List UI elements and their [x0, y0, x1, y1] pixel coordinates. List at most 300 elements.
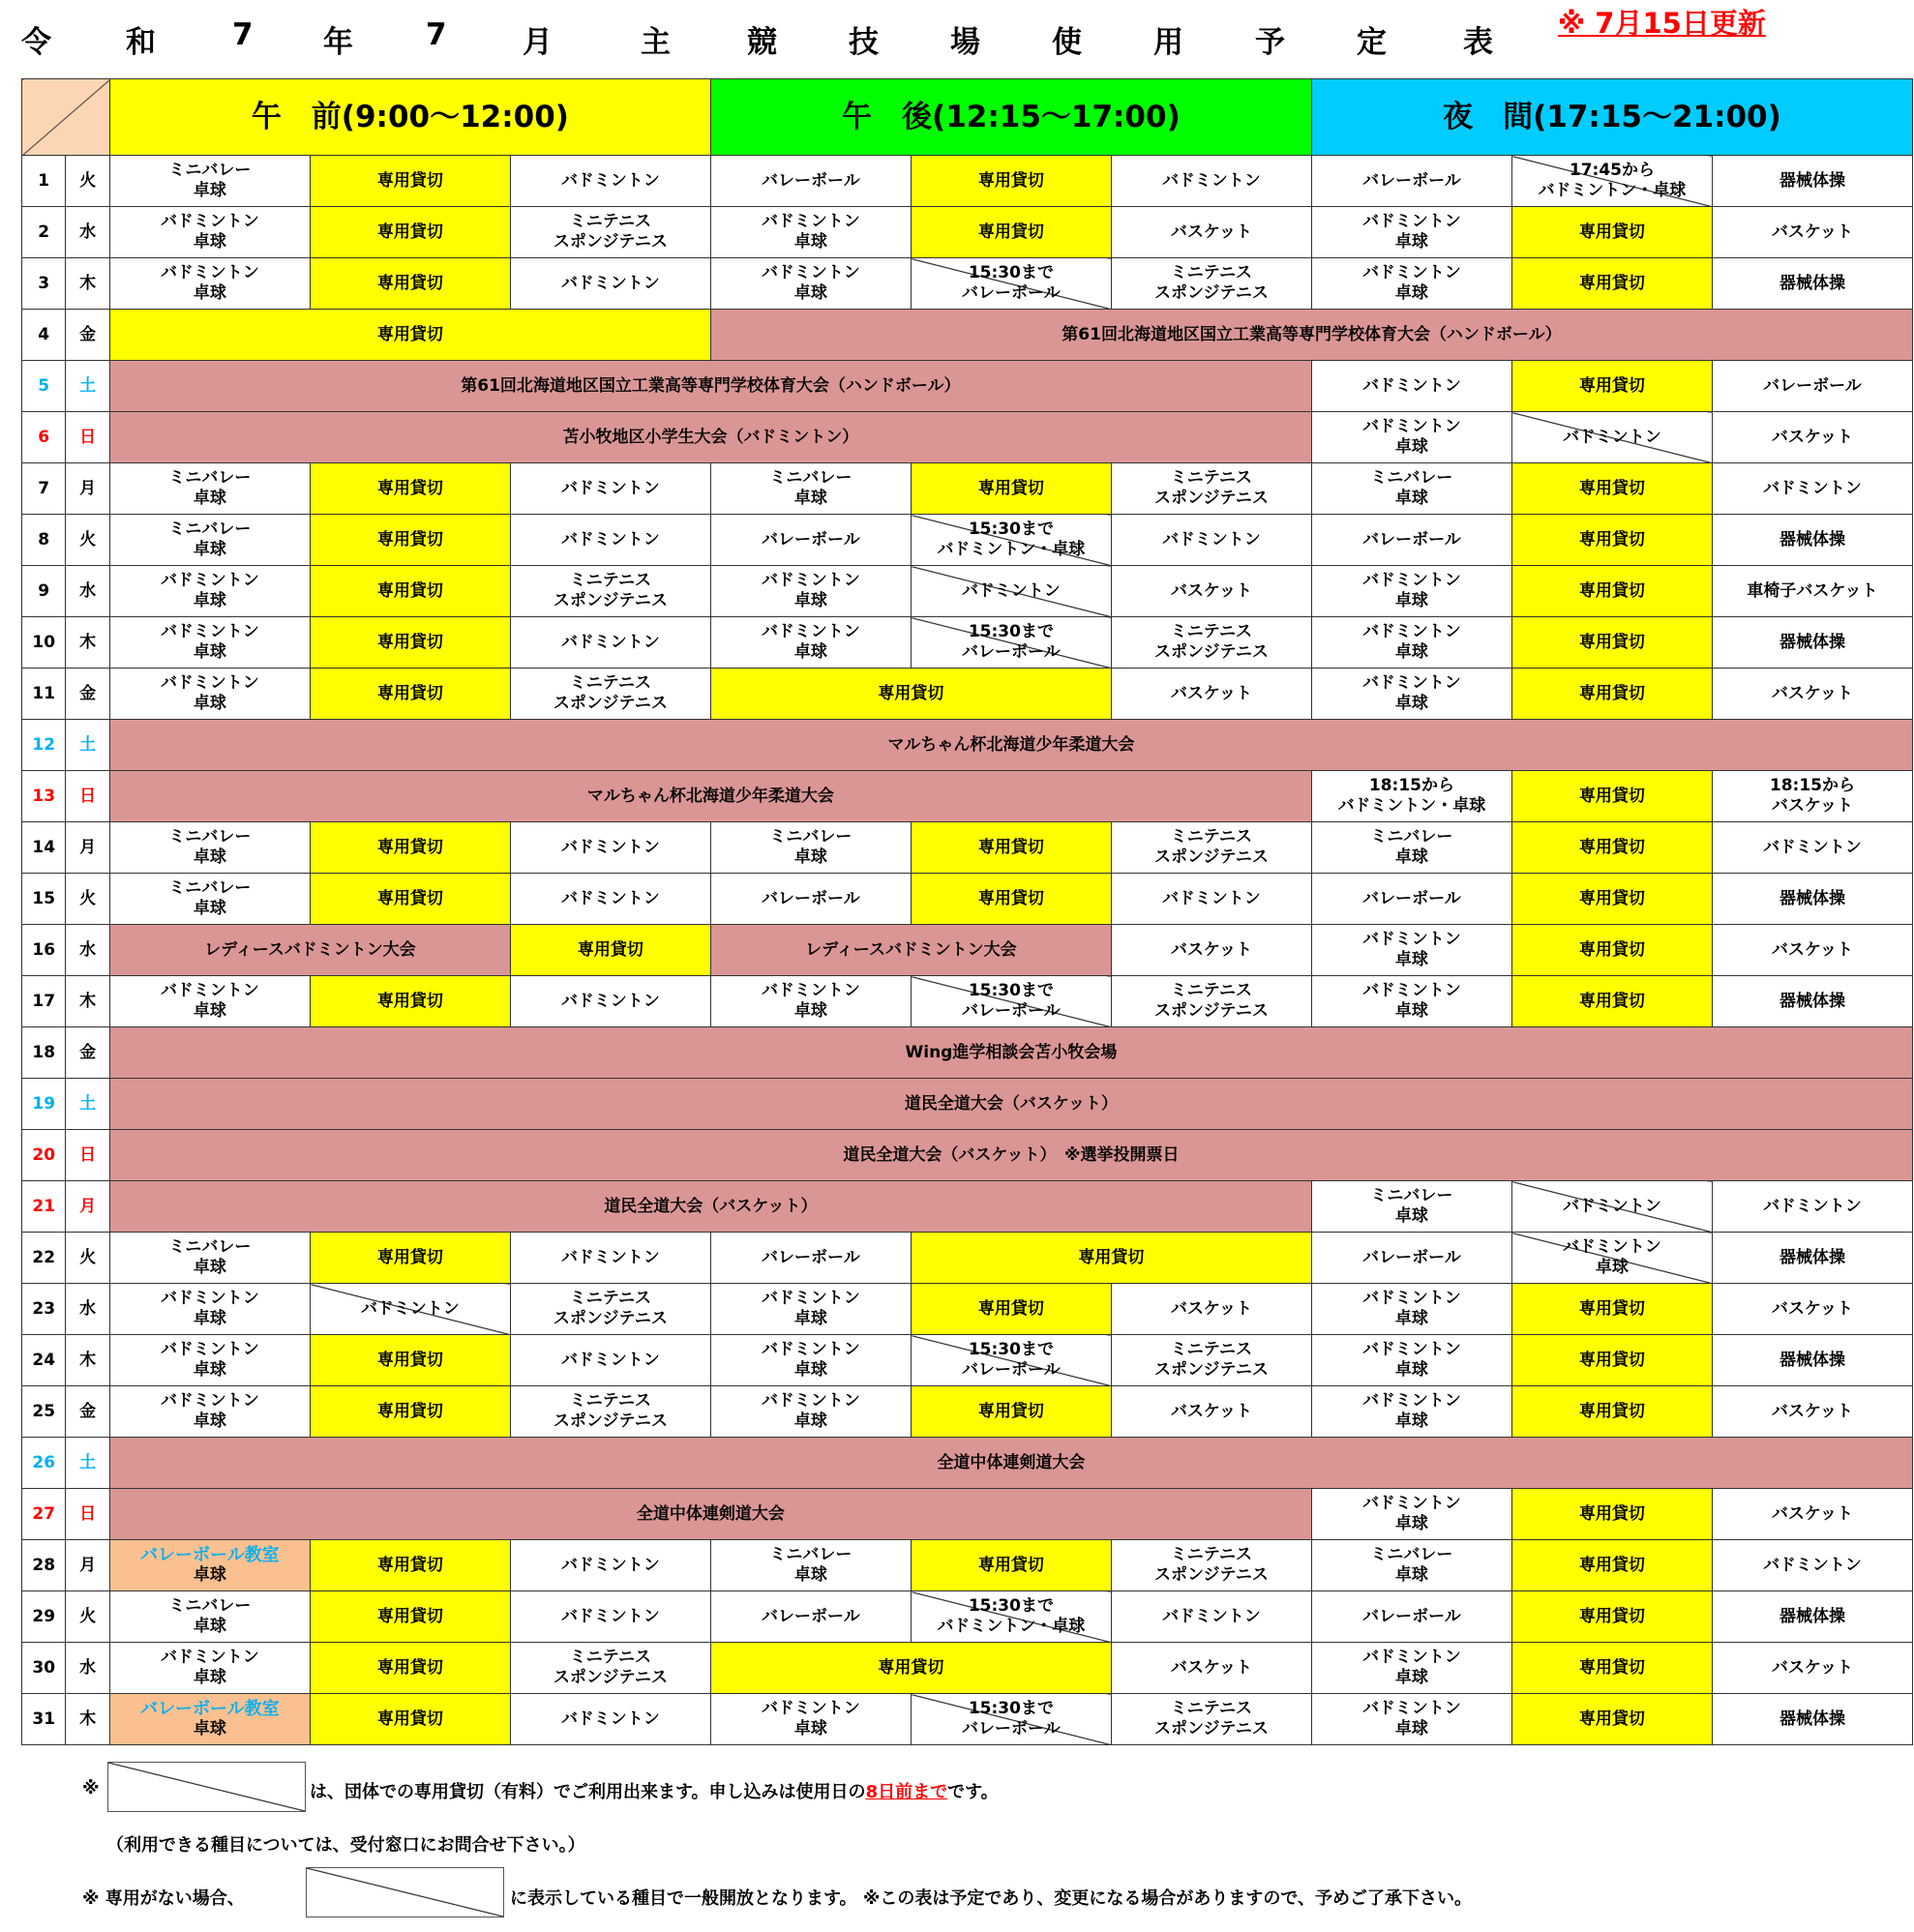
- cell-line: バドミントン: [161, 1289, 259, 1308]
- cell-line: バスケット: [1771, 796, 1854, 816]
- day-of-week: 火: [66, 1591, 109, 1643]
- cell-line: バレーボール: [962, 1360, 1061, 1380]
- cell-line: バレーボール: [962, 1001, 1061, 1021]
- cell-line: バドミントン: [161, 263, 259, 282]
- schedule-cell: [1111, 156, 1311, 207]
- header-corner: [22, 79, 110, 156]
- schedule-cell: [1311, 1335, 1511, 1386]
- schedule-row: [22, 669, 1913, 720]
- cell-line: バドミントン: [762, 212, 860, 231]
- cell-line: 卓球: [193, 847, 226, 867]
- reserved-cell: [911, 874, 1111, 925]
- day-of-week: 火: [66, 515, 109, 566]
- reserved-cell: [1511, 771, 1712, 822]
- class-cell: [109, 1694, 310, 1745]
- schedule-cell: [1311, 1181, 1511, 1233]
- day-of-week: 水: [66, 566, 109, 617]
- schedule-cell: [710, 976, 911, 1027]
- day-number: 18: [22, 1027, 66, 1079]
- schedule-cell: [1712, 617, 1912, 669]
- day-of-week: 木: [66, 976, 109, 1027]
- cell-line: 卓球: [1595, 1258, 1629, 1277]
- cell-line: 卓球: [1394, 437, 1428, 457]
- schedule-cell: [1311, 822, 1511, 874]
- day-of-week: 月: [66, 1181, 109, 1233]
- schedule-cell: [109, 617, 310, 669]
- cell-line: 専用貸切: [1578, 273, 1645, 293]
- day-number: 15: [22, 874, 66, 925]
- cell-line: 15:30まで: [968, 622, 1054, 641]
- cell-line: バドミントン: [1362, 1648, 1461, 1667]
- cell-line: バレーボール: [1362, 529, 1461, 550]
- cell-line: 専用貸切: [1578, 1555, 1645, 1575]
- cell-line: バドミントン: [1362, 1494, 1461, 1513]
- day-number: 31: [22, 1694, 66, 1745]
- day-of-week: 火: [66, 156, 109, 207]
- schedule-cell: [510, 463, 710, 515]
- schedule-cell: [1311, 515, 1511, 566]
- cell-line: 卓球: [193, 694, 226, 713]
- note-line1-text: は、団体での専用貸切（有料）でご利用出来ます。申し込みは使用日の: [310, 1782, 866, 1802]
- cell-line: 専用貸切: [977, 888, 1044, 908]
- schedule-cell: [1111, 1643, 1311, 1694]
- reserved-cell: [310, 463, 510, 515]
- schedule-cell: [1111, 566, 1311, 617]
- cell-line: バドミントン: [762, 1340, 860, 1359]
- cell-line: バドミントン: [161, 1391, 259, 1411]
- reserved-cell: [1511, 1591, 1712, 1643]
- cell-line: 卓球: [793, 1719, 827, 1739]
- cell-line: 15:30まで: [968, 1699, 1054, 1718]
- reserved-cell: [1511, 1489, 1712, 1540]
- schedule-cell: [710, 874, 911, 925]
- cell-line: 専用貸切: [376, 1247, 443, 1267]
- schedule-cell: [710, 1284, 911, 1335]
- day-number: 22: [22, 1233, 66, 1284]
- schedule-cell: [510, 617, 710, 669]
- cell-line: バレーボール教室: [140, 1699, 280, 1719]
- cell-line: バレーボール: [1362, 1606, 1461, 1626]
- cell-line: ミニテニス: [569, 673, 652, 693]
- cell-line: 車椅子バスケット: [1747, 580, 1878, 601]
- cell-line: バドミントン: [1763, 837, 1862, 857]
- cell-line: 卓球: [1394, 1206, 1428, 1226]
- day-number: 19: [22, 1079, 66, 1130]
- schedule-cell: [1712, 1335, 1912, 1386]
- cell-line: スポンジテニス: [1153, 1565, 1269, 1585]
- cell-line: 専用貸切: [376, 991, 443, 1011]
- schedule-cell: [1311, 669, 1511, 720]
- cell-line: 卓球: [1394, 950, 1428, 969]
- reserved-cell: [109, 310, 710, 361]
- title-char: 定: [1357, 25, 1387, 60]
- cell-line: バドミントン: [561, 1709, 660, 1729]
- cell-line: ミニバレー: [769, 468, 852, 488]
- note-line1-prefix: ※: [82, 1778, 100, 1798]
- cell-line: バドミントン・卓球: [937, 1617, 1086, 1636]
- cell-line: スポンジテニス: [1153, 642, 1269, 662]
- slashed-cell: [310, 1284, 510, 1335]
- cell-line: 専用貸切: [977, 222, 1044, 242]
- cell-line: バドミントン: [561, 273, 660, 293]
- reserved-cell: [1511, 463, 1712, 515]
- cell-line: ミニバレー: [168, 161, 252, 180]
- cell-line: 専用貸切: [376, 888, 443, 908]
- cell-line: 専用貸切: [376, 1401, 443, 1421]
- schedule-cell: [510, 1643, 710, 1694]
- reserved-cell: [310, 258, 510, 310]
- cell-line: 器械体操: [1779, 1247, 1845, 1267]
- schedule-cell: [510, 515, 710, 566]
- schedule-cell: [1712, 566, 1912, 617]
- cell-line: バレーボール: [1763, 375, 1862, 396]
- cell-line: スポンジテニス: [1153, 489, 1269, 508]
- day-number: 6: [22, 412, 66, 463]
- cell-line: スポンジテニス: [1153, 847, 1269, 867]
- reserved-cell: [1511, 1643, 1712, 1694]
- schedule-cell: [1712, 925, 1912, 976]
- cell-line: スポンジテニス: [553, 1309, 668, 1328]
- reserved-cell: [710, 669, 1111, 720]
- reserved-cell: [1511, 874, 1712, 925]
- reserved-cell: [1511, 566, 1712, 617]
- reserved-cell: [310, 1540, 510, 1591]
- schedule-cell: [710, 1540, 911, 1591]
- cell-line: 専用貸切: [1578, 837, 1645, 857]
- cell-line: 専用貸切: [376, 273, 443, 293]
- schedule-cell: [1111, 874, 1311, 925]
- reserved-cell: [1511, 1386, 1712, 1438]
- schedule-cell: [1712, 1284, 1912, 1335]
- cell-line: 卓球: [1394, 1565, 1428, 1585]
- schedule-row: [22, 1027, 1913, 1079]
- day-number: 17: [22, 976, 66, 1027]
- event-cell: [109, 1079, 1912, 1130]
- cell-line: 専用貸切: [577, 939, 643, 960]
- cell-line: 卓球: [193, 283, 226, 303]
- cell-line: バレーボール教室: [140, 1545, 280, 1565]
- schedule-cell: [1712, 1386, 1912, 1438]
- day-number: 16: [22, 925, 66, 976]
- cell-line: 卓球: [793, 232, 827, 252]
- cell-line: 全道中体連剣道大会: [636, 1503, 785, 1524]
- cell-line: バレーボール: [762, 529, 860, 550]
- schedule-cell: [1311, 463, 1511, 515]
- day-number: 28: [22, 1540, 66, 1591]
- cell-line: ミニバレー: [1370, 1545, 1453, 1564]
- reserved-cell: [310, 566, 510, 617]
- header-row: [22, 79, 1913, 156]
- reserved-cell: [911, 207, 1111, 258]
- cell-line: ミニテニス: [569, 212, 652, 231]
- schedule-cell: [109, 1233, 310, 1284]
- title-char: 使: [1052, 25, 1082, 60]
- note-line3: に表示している種目で一般開放となります。 ※この表は予定であり、変更になる場合がありますので、予めご了承下さい。: [510, 1888, 1472, 1909]
- note-line1-suffix: です。: [947, 1782, 999, 1802]
- event-cell: [109, 1181, 1311, 1233]
- schedule-row: [22, 156, 1913, 207]
- cell-line: バドミントン: [1362, 930, 1461, 949]
- schedule-cell: [1111, 258, 1311, 310]
- cell-line: バドミントン: [762, 1699, 860, 1718]
- cell-line: バドミントン: [1563, 427, 1661, 447]
- cell-line: 専用貸切: [376, 478, 443, 498]
- cell-line: 専用貸切: [376, 837, 443, 857]
- cell-line: バドミントン: [561, 632, 660, 652]
- cell-line: バドミントン: [1763, 478, 1862, 498]
- schedule-cell: [1712, 976, 1912, 1027]
- cell-line: 15:30まで: [968, 1596, 1054, 1616]
- cell-line: バスケット: [1771, 427, 1854, 447]
- day-of-week: 日: [66, 771, 109, 822]
- cell-line: 専用貸切: [878, 683, 944, 703]
- schedule-cell: [1311, 1643, 1511, 1694]
- cell-line: 卓球: [193, 1412, 226, 1431]
- cell-line: 15:30まで: [968, 1340, 1054, 1359]
- event-cell: [109, 1130, 1912, 1181]
- schedule-row: [22, 1386, 1913, 1438]
- cell-line: ミニバレー: [769, 1545, 852, 1564]
- reserved-cell: [1511, 617, 1712, 669]
- cell-line: 卓球: [193, 1309, 226, 1328]
- schedule-cell: [710, 822, 911, 874]
- event-cell: [109, 771, 1311, 822]
- title-char: 競: [747, 25, 777, 60]
- cell-line: バドミントン: [161, 1340, 259, 1359]
- cell-line: 卓球: [193, 899, 226, 918]
- cell-line: 専用貸切: [376, 1350, 443, 1370]
- schedule-cell: [1111, 463, 1311, 515]
- cell-line: バドミントン: [1763, 1555, 1862, 1575]
- cell-line: 卓球: [1394, 694, 1428, 713]
- cell-line: 専用貸切: [1578, 375, 1645, 396]
- cell-line: バドミントン: [762, 571, 860, 590]
- day-number: 21: [22, 1181, 66, 1233]
- cell-line: 専用貸切: [1578, 529, 1645, 550]
- slashed-cell: [911, 515, 1111, 566]
- cell-line: バドミントン: [161, 981, 259, 1000]
- day-of-week: 金: [66, 1386, 109, 1438]
- cell-line: バスケット: [1771, 1503, 1854, 1524]
- day-number: 7: [22, 463, 66, 515]
- cell-line: バドミントン: [762, 263, 860, 282]
- schedule-cell: [109, 874, 310, 925]
- reserved-cell: [310, 874, 510, 925]
- reserved-cell: [310, 1694, 510, 1745]
- cell-line: 専用貸切: [1578, 939, 1645, 960]
- cell-line: 専用貸切: [376, 222, 443, 242]
- cell-line: 卓球: [1394, 1360, 1428, 1380]
- note-line1: [310, 1778, 999, 1803]
- cell-line: 専用貸切: [1578, 632, 1645, 652]
- reserved-cell: [1511, 1694, 1712, 1745]
- cell-line: バスケット: [1170, 1298, 1252, 1319]
- schedule-cell: [1712, 207, 1912, 258]
- schedule-cell: [1712, 874, 1912, 925]
- title-char: 技: [849, 25, 879, 60]
- cell-line: 18:15から: [1368, 776, 1454, 795]
- cell-line: 専用貸切: [977, 837, 1044, 857]
- day-number: 1: [22, 156, 66, 207]
- reserved-cell: [710, 1643, 1111, 1694]
- cell-line: バドミントン: [762, 1289, 860, 1308]
- cell-line: ミニテニス: [569, 571, 652, 590]
- cell-line: バドミントン: [1162, 1606, 1261, 1626]
- schedule-cell: [710, 258, 911, 310]
- cell-line: バスケット: [1771, 683, 1854, 703]
- cell-line: 専用貸切: [376, 580, 443, 601]
- schedule-cell: [1712, 156, 1912, 207]
- cell-line: 専用貸切: [1578, 1709, 1645, 1729]
- day-of-week: 土: [66, 720, 109, 771]
- schedule-cell: [1311, 207, 1511, 258]
- cell-line: ミニテニス: [1170, 263, 1253, 282]
- day-number: 24: [22, 1335, 66, 1386]
- cell-line: 専用貸切: [977, 170, 1044, 191]
- schedule-row: [22, 1489, 1913, 1540]
- schedule-row: [22, 1284, 1913, 1335]
- schedule-cell: [1311, 258, 1511, 310]
- cell-line: バドミントン: [1362, 622, 1461, 641]
- cell-line: バスケット: [1771, 1401, 1854, 1421]
- day-number: 30: [22, 1643, 66, 1694]
- cell-line: スポンジテニス: [553, 1668, 668, 1687]
- cell-line: バレーボール: [962, 1719, 1061, 1739]
- cell-line: ミニテニス: [569, 1391, 652, 1411]
- day-number: 27: [22, 1489, 66, 1540]
- reserved-cell: [310, 1643, 510, 1694]
- day-of-week: 月: [66, 822, 109, 874]
- schedule-cell: [1311, 361, 1511, 412]
- title-char: 7: [426, 17, 447, 52]
- schedule-cell: [510, 1591, 710, 1643]
- day-number: 23: [22, 1284, 66, 1335]
- schedule-cell: [109, 515, 310, 566]
- cell-line: ミニテニス: [1170, 827, 1253, 847]
- cell-line: ミニバレー: [168, 1237, 252, 1257]
- schedule-row: [22, 463, 1913, 515]
- cell-line: バドミントン: [561, 1606, 660, 1626]
- schedule-cell: [510, 207, 710, 258]
- reserved-cell: [310, 1233, 510, 1284]
- header-afternoon: 午 後(12:15～17:00): [710, 79, 1311, 156]
- schedule-cell: [1712, 771, 1912, 822]
- title-char: 和: [126, 25, 156, 60]
- cell-line: 道民全道大会（バスケット）: [604, 1196, 818, 1216]
- schedule-cell: [109, 258, 310, 310]
- cell-line: 専用貸切: [1578, 1350, 1645, 1370]
- schedule-row: [22, 1130, 1913, 1181]
- cell-line: 卓球: [1394, 1001, 1428, 1021]
- cell-line: 専用貸切: [1578, 1606, 1645, 1626]
- legend-slash-box-2: [306, 1867, 504, 1917]
- cell-line: 専用貸切: [1578, 580, 1645, 601]
- cell-line: バドミントン: [561, 529, 660, 550]
- schedule-cell: [1311, 1540, 1511, 1591]
- slashed-cell: [911, 1591, 1111, 1643]
- cell-line: 器械体操: [1779, 1350, 1845, 1370]
- day-number: 12: [22, 720, 66, 771]
- schedule-row: [22, 976, 1913, 1027]
- reserved-cell: [911, 822, 1111, 874]
- cell-line: ミニバレー: [1370, 1186, 1453, 1205]
- event-cell: [710, 925, 1111, 976]
- cell-line: スポンジテニス: [1153, 1719, 1269, 1739]
- schedule-row: [22, 874, 1913, 925]
- day-of-week: 土: [66, 1438, 109, 1489]
- day-number: 11: [22, 669, 66, 720]
- cell-line: 専用貸切: [1578, 991, 1645, 1011]
- reserved-cell: [1511, 822, 1712, 874]
- schedule-row: [22, 207, 1913, 258]
- cell-line: バドミントン: [561, 1555, 660, 1575]
- cell-line: 卓球: [1394, 489, 1428, 508]
- cell-line: 専用貸切: [376, 1709, 443, 1729]
- schedule-cell: [1311, 925, 1511, 976]
- day-of-week: 水: [66, 925, 109, 976]
- schedule-cell: [109, 463, 310, 515]
- event-cell: [109, 925, 510, 976]
- cell-line: マルちゃん杯北海道少年柔道大会: [887, 734, 1135, 755]
- day-of-week: 金: [66, 669, 109, 720]
- cell-line: ミニバレー: [168, 520, 252, 539]
- note-line3-prefix: ※ 専用がない場合、: [82, 1888, 245, 1909]
- cell-line: バスケット: [1170, 222, 1252, 242]
- reserved-cell: [911, 1540, 1111, 1591]
- reserved-cell: [911, 156, 1111, 207]
- reserved-cell: [1511, 925, 1712, 976]
- cell-line: ミニバレー: [168, 468, 252, 488]
- cell-line: 器械体操: [1779, 888, 1845, 908]
- slashed-cell: [1511, 412, 1712, 463]
- slashed-cell: [911, 566, 1111, 617]
- schedule-row: [22, 720, 1913, 771]
- cell-line: バドミントン: [1162, 888, 1261, 908]
- cell-line: 卓球: [793, 642, 827, 662]
- cell-line: スポンジテニス: [1153, 1360, 1269, 1380]
- slashed-cell: [1511, 1233, 1712, 1284]
- reserved-cell: [310, 617, 510, 669]
- schedule-cell: [109, 207, 310, 258]
- cell-line: 専用貸切: [1578, 786, 1645, 806]
- cell-line: 卓球: [793, 1001, 827, 1021]
- schedule-cell: [510, 1233, 710, 1284]
- day-of-week: 水: [66, 207, 109, 258]
- schedule-cell: [510, 1540, 710, 1591]
- day-number: 9: [22, 566, 66, 617]
- cell-line: 卓球: [193, 591, 226, 610]
- cell-line: 卓球: [193, 1719, 226, 1739]
- cell-line: バスケット: [1771, 939, 1854, 960]
- cell-line: ミニバレー: [168, 827, 252, 847]
- schedule-row: [22, 412, 1913, 463]
- cell-line: 器械体操: [1779, 632, 1845, 652]
- cell-line: バドミントン: [561, 170, 660, 191]
- schedule-row: [22, 310, 1913, 361]
- cell-line: ミニテニス: [1170, 981, 1253, 1000]
- cell-line: ミニテニス: [569, 1289, 652, 1308]
- cell-line: バドミントン: [161, 571, 259, 590]
- cell-line: 卓球: [793, 1412, 827, 1431]
- cell-line: 卓球: [193, 540, 226, 559]
- cell-line: バレーボール: [762, 1247, 860, 1267]
- day-of-week: 金: [66, 310, 109, 361]
- cell-line: 専用貸切: [1578, 1657, 1645, 1678]
- cell-line: マルちゃん杯北海道少年柔道大会: [586, 786, 834, 806]
- event-cell: [109, 1027, 1912, 1079]
- reserved-cell: [1511, 515, 1712, 566]
- schedule-cell: [1712, 412, 1912, 463]
